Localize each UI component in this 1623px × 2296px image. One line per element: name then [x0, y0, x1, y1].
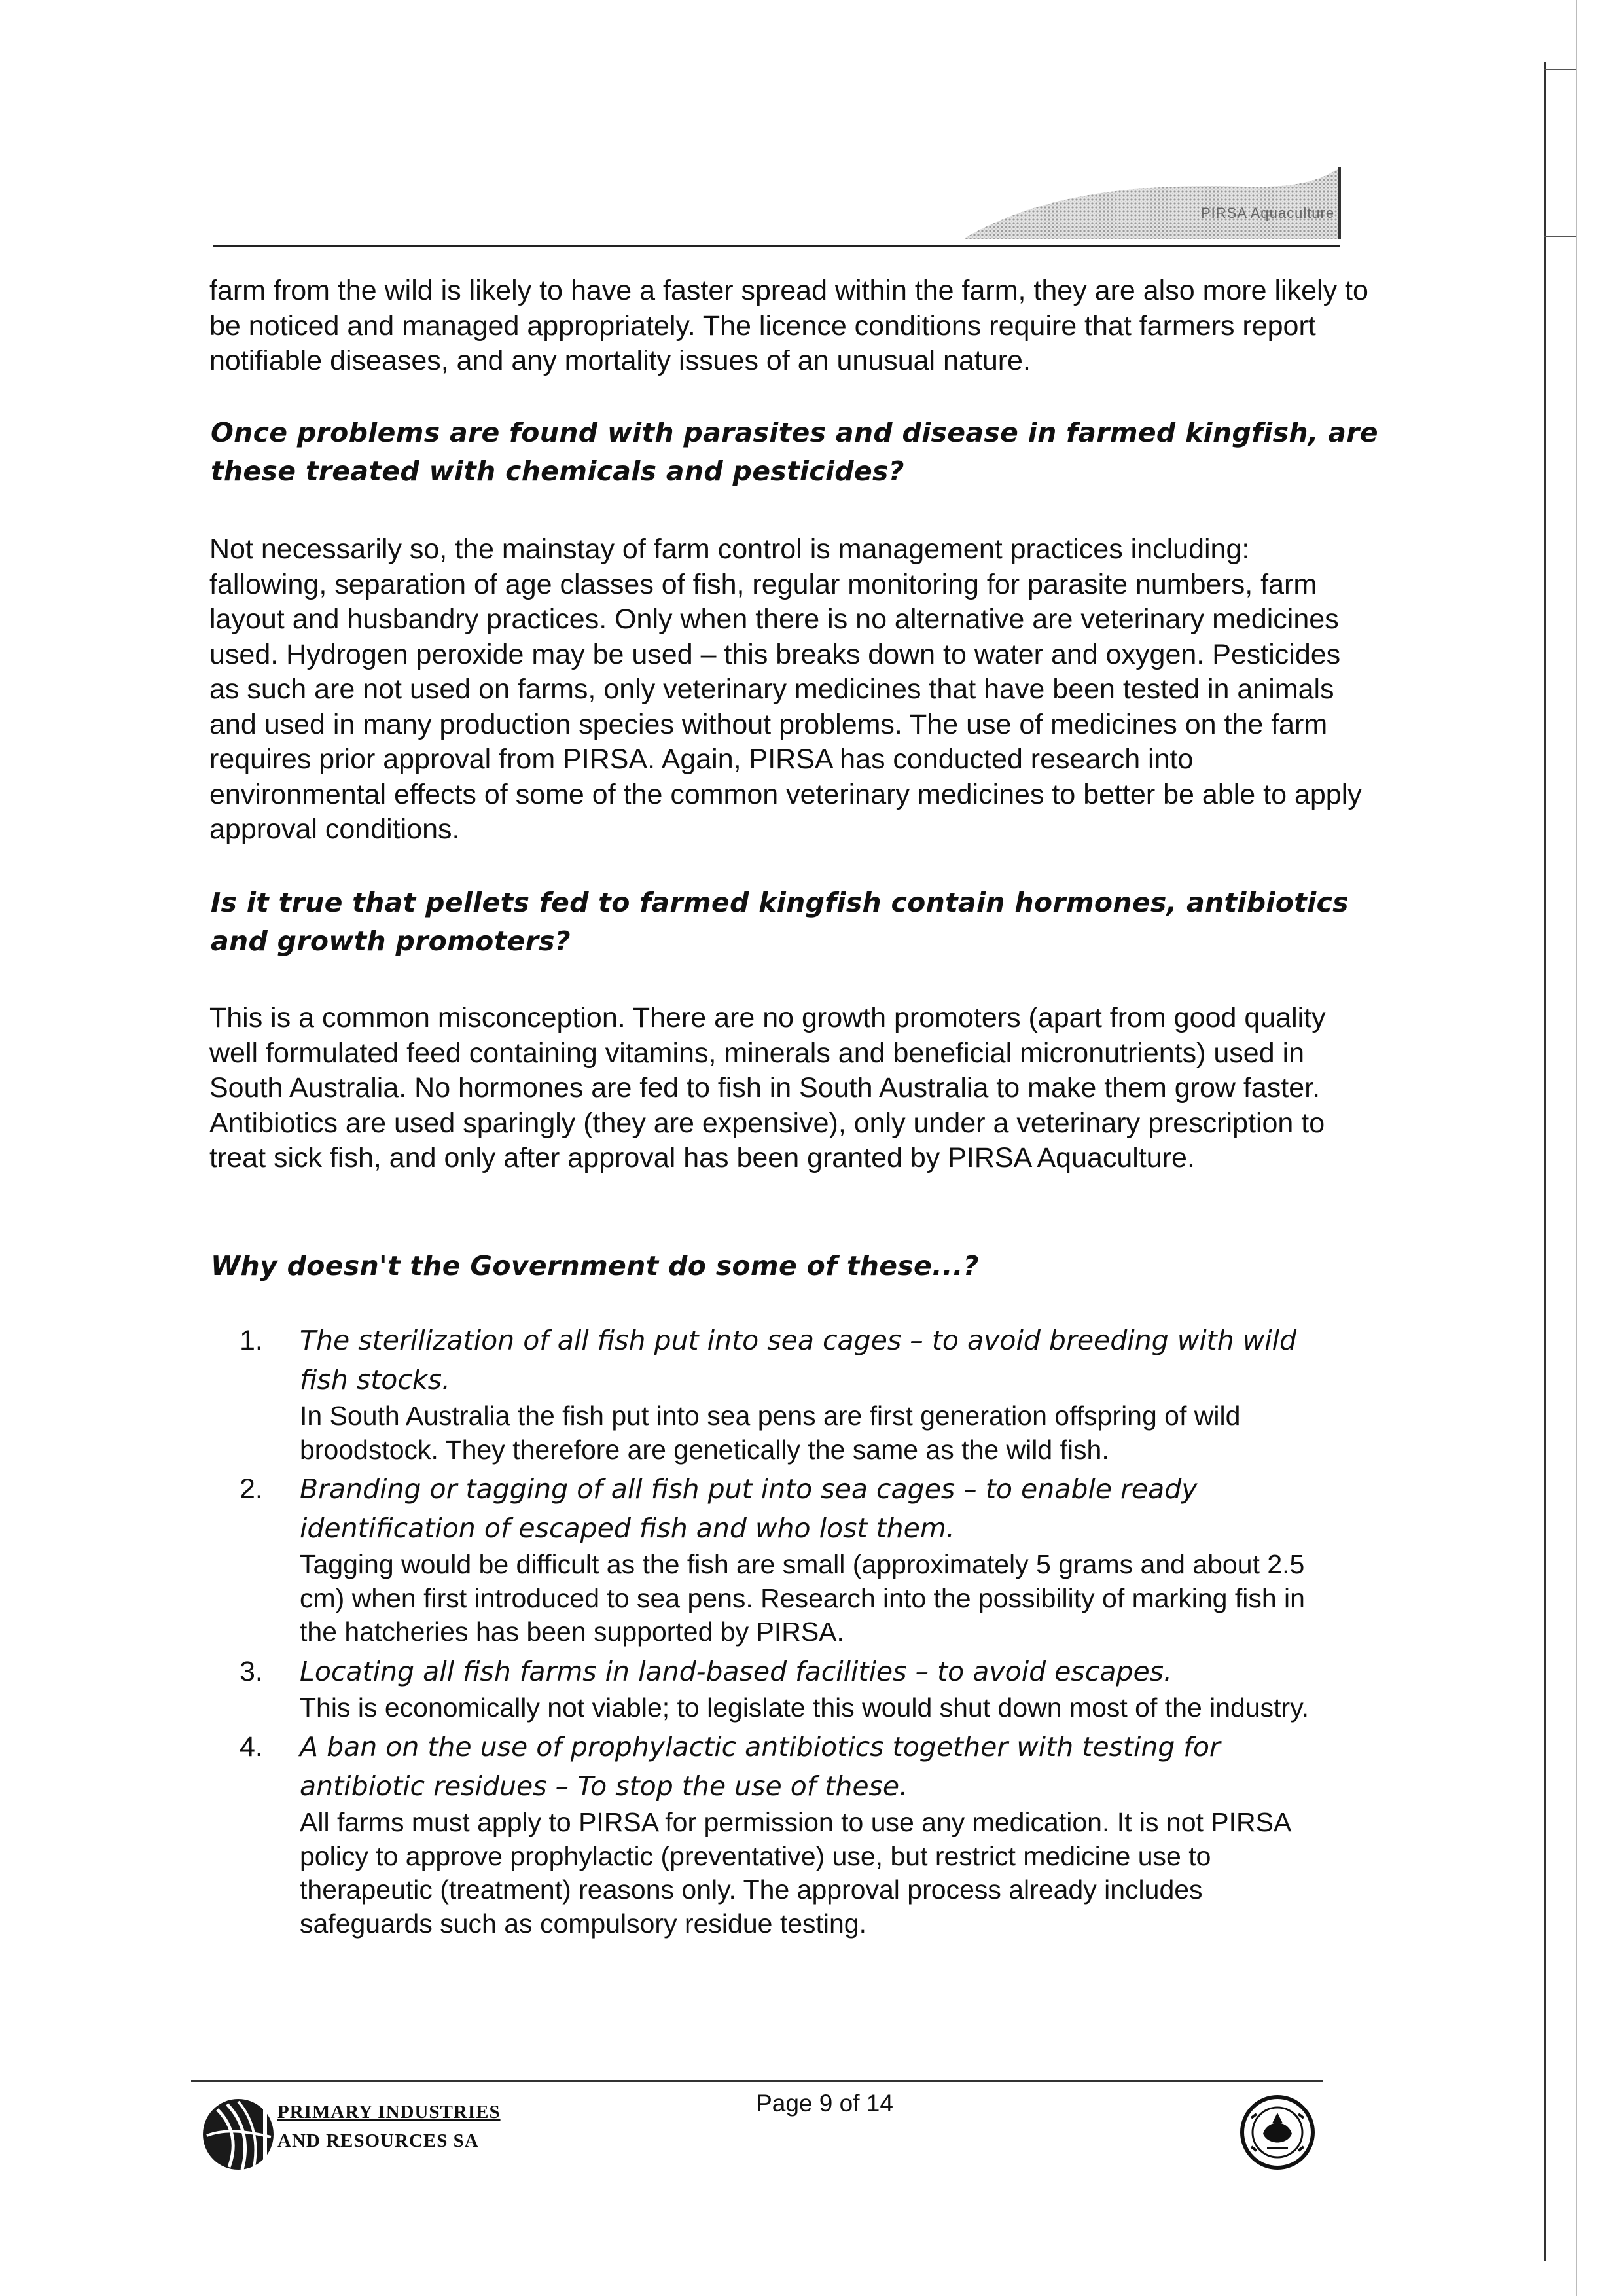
question-heading-government: Why doesn't the Government do some of these...? — [211, 1250, 979, 1282]
list-item-answer: Tagging would be difficult as the fish are small (approximately 5 grams and about 2.5 cm) when first introduced to sea pens. Research into the possibility of marking fish in the hatcheries has been supported by PIRSA. — [300, 1549, 1305, 1647]
government-measures-list — [209, 1321, 1374, 1941]
question-heading-chemicals: Once problems are found with parasites and disease in farmed kingfish, are these treated with chemicals and pesticides? — [211, 417, 1378, 487]
pirsa-aquaculture-banner — [965, 167, 1342, 240]
organisation-line-1: PRIMARY INDUSTRIES — [277, 2102, 501, 2123]
header-rule — [213, 245, 1340, 247]
scan-edge-tick — [1544, 236, 1576, 237]
list-item-number: 1. — [240, 1325, 263, 1356]
list-item-answer: In South Australia the fish put into sea pens are first generation offspring of wild broodstock. They therefore are genetically the same as the wild fish. — [300, 1401, 1241, 1465]
list-item — [209, 1727, 1374, 1941]
banner-text: PIRSA Aquaculture — [1201, 205, 1335, 221]
scan-edge-line-outer — [1576, 0, 1577, 2296]
scan-edge-tick — [1544, 69, 1576, 70]
south-australia-seal-icon — [1238, 2093, 1317, 2172]
list-item — [209, 1652, 1374, 1725]
footer-rule — [191, 2080, 1323, 2082]
question-heading-pellets: Is it true that pellets fed to farmed kingfish contain hormones, antibiotics and growth promoters? — [211, 887, 1349, 957]
answer-paragraph-chemicals: Not necessarily so, the mainstay of farm control is management practices including: fallowing, separation of age classes of fish, regular monitoring for parasite numbers, farm layout and husbandry practices. Only when there is no alternative are veterinary medicines used. Hydrogen peroxide may be used – this breaks down to water and oxygen. Pesticides as such are not used on farms, only veterinary medicines that have been tested in animals and used in many production species without problems. The use of medicines on the farm requires prior approval from PIRSA. Again, PIRSA has conducted research into environmental effects of some of the common veterinary medicines to better be able to apply approval conditions. — [209, 533, 1362, 845]
list-item — [209, 1469, 1374, 1649]
list-item-answer: All farms must apply to PIRSA for permission to use any medication. It is not PIRSA policy to approve prophylactic (preventative) use, but restrict medicine use to therapeutic (treatment) reasons only. The approval process already includes safeguards such as compulsory residue testing. — [300, 1807, 1291, 1939]
list-item-title: Locating all fish farms in land-based facilities – to avoid escapes. — [300, 1655, 1173, 1687]
scan-edge-line — [1544, 62, 1546, 2261]
list-item-number: 2. — [240, 1473, 263, 1505]
list-item-title: Branding or tagging of all fish put into sea cages – to enable ready identification of escaped fish and who lost them. — [300, 1473, 1198, 1544]
intro-paragraph: farm from the wild is likely to have a faster spread within the farm, they are also more likely to be noticed and managed appropriately. The licence conditions require that farmers report notifiable diseases, and any mortality issues of an unusual nature. — [209, 275, 1368, 376]
list-item-number: 3. — [240, 1655, 263, 1687]
list-item-title: A ban on the use of prophylactic antibiotics together with testing for antibiotic residues – To stop the use of these. — [300, 1731, 1221, 1802]
organisation-line-2: AND RESOURCES SA — [277, 2130, 479, 2151]
page-number: Page 9 of 14 — [756, 2090, 893, 2117]
list-item-number: 4. — [240, 1731, 263, 1763]
answer-paragraph-pellets: This is a common misconception. There are no growth promoters (apart from good quality well formulated feed containing vitamins, minerals and beneficial micronutrients) used in South Australia. No hormones are fed to fish in South Australia to make them grow faster. Antibiotics are used sparingly (they are expensive), only under a veterinary prescription to treat sick fish, and only after approval has been granted by PIRSA Aquaculture. — [209, 1002, 1326, 1174]
list-item-answer: This is economically not viable; to legislate this would shut down most of the industry. — [300, 1692, 1310, 1723]
list-item — [209, 1321, 1374, 1467]
list-item-title: The sterilization of all fish put into sea cages – to avoid breeding with wild fish stocks. — [300, 1325, 1297, 1395]
